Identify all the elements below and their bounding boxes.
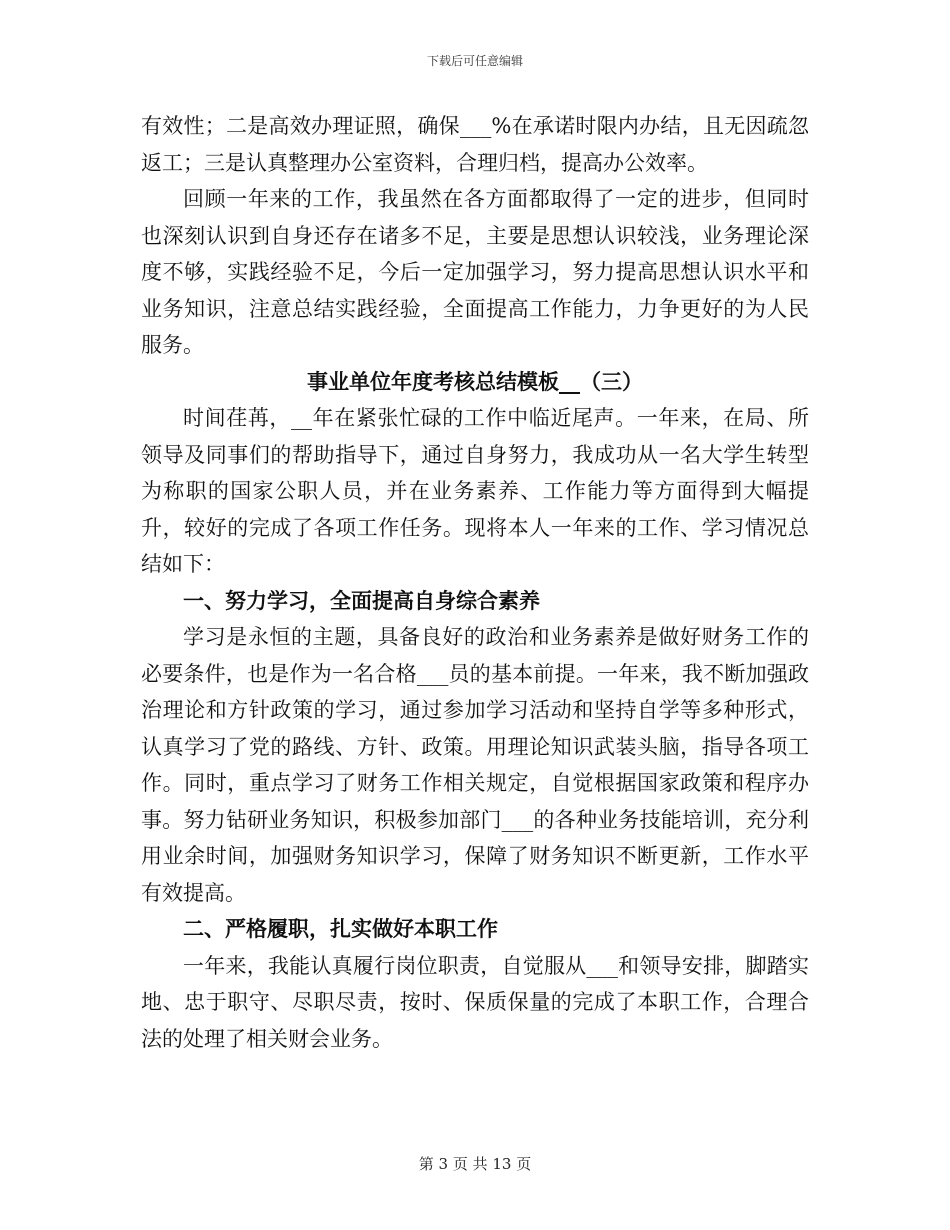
subheading-study: 一、努力学习，全面提高自身综合素养	[183, 587, 540, 613]
section-title: 事业单位年度考核总结模板__（三）	[307, 368, 643, 394]
paragraph-intro: 时间荏苒，__年在紧张忙碌的工作中临近尾声。一年来，在局、所领导及同事们的帮助指导下，通过自身努力，我成功从一名大学生转型为称职的国家公职人员，并在业务素养、工作能力等方面得到大幅提升，较好的完成了各项工作任务。现将本人一年来的工作、学习情况总结如下：	[141, 406, 809, 576]
subheading-duty: 二、严格履职，扎实做好本职工作	[183, 916, 498, 941]
page-footer: 第 3 页 共 13 页	[418, 1155, 532, 1173]
paragraph-review: 回顾一年来的工作，我虽然在各方面都取得了一定的进步，但同时也深刻认识到自身还存在诸多不足，主要是思想认识较浅，业务理论深度不够，实践经验不足，今后一定加强学习，努力提高思想认识水平和业务知识，注意总结实践经验，全面提高工作能力，力争更好的为人民服务。	[141, 187, 809, 357]
paragraph-study: 学习是永恒的主题，具备良好的政治和业务素养是做好财务工作的必要条件，也是作为一名合格___员的基本前提。一年来，我不断加强政治理论和方针政策的学习，通过参加学习活动和坚持自学等多种形式，认真学习了党的路线、方针、政策。用理论知识武装头脑，指导各项工作。同时，重点学习了财务工作相关规定，自觉根据国家政策和程序办事。努力钻研业务知识，积极参加部门___的各种业务技能培训，充分利用业余时间，加强财务知识学习，保障了财务知识不断更新，工作水平有效提高。	[141, 625, 809, 905]
paragraph-continued: 有效性；二是高效办理证照，确保___%在承诺时限内办结，且无因疏忽返工；三是认真整理办公室资料，合理归档，提高办公效率。	[141, 114, 809, 175]
paragraph-duty: 一年来，我能认真履行岗位职责，自觉服从___和领导安排，脚踏实地、忠于职守、尽职尽责，按时、保质保量的完成了本职工作，合理合法的处理了相关财会业务。	[141, 953, 809, 1051]
document-body	[141, 108, 809, 1057]
header-note: 下载后可任意编辑	[426, 54, 523, 68]
